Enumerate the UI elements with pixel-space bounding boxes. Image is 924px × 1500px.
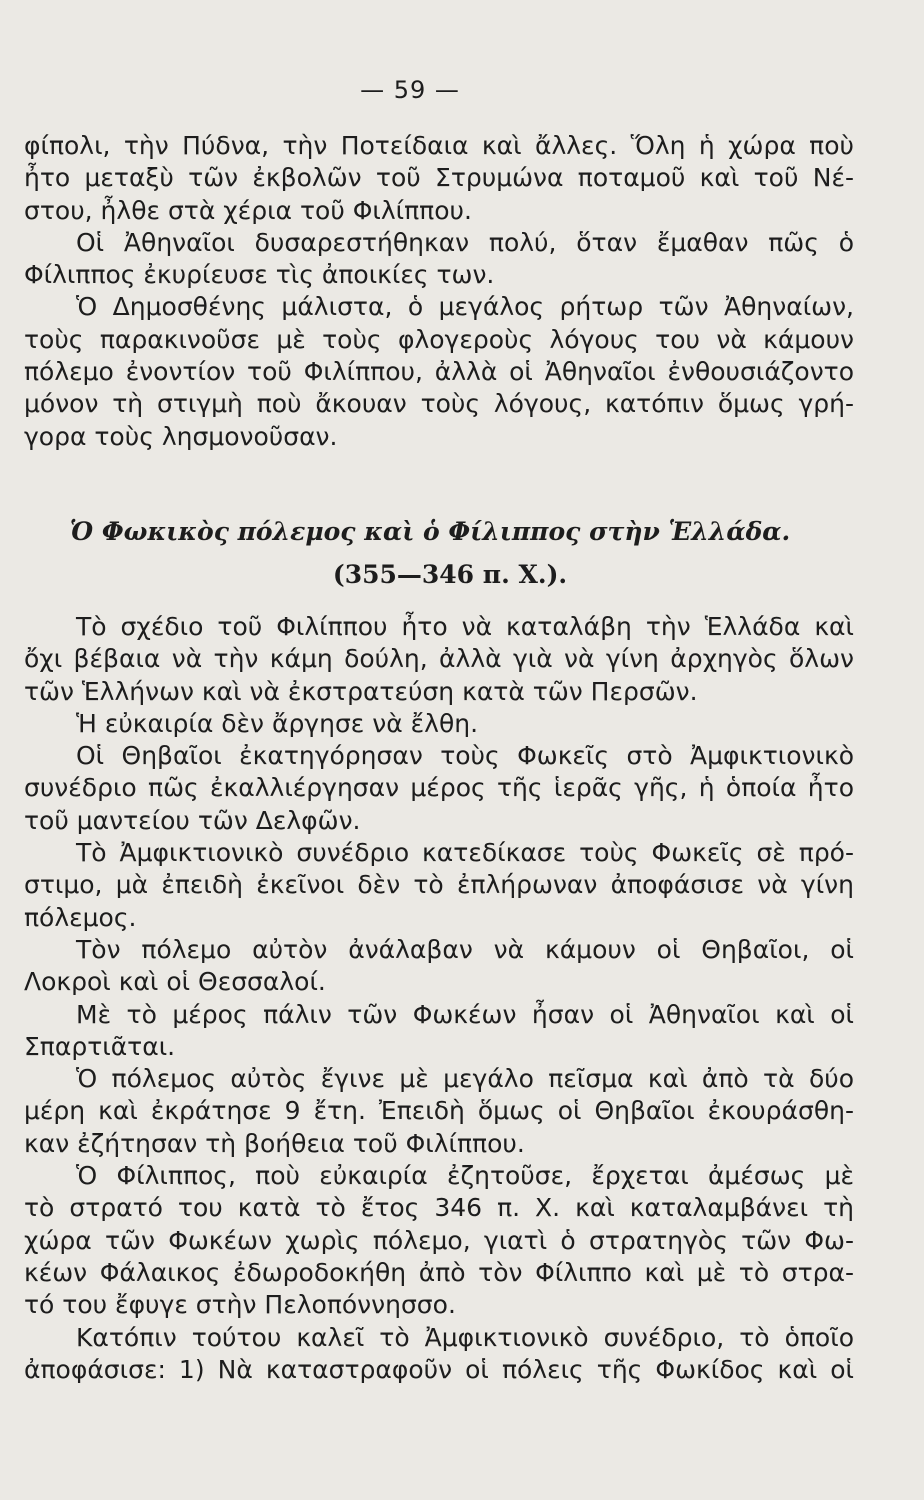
text-line: τό του ἔφυγε στὴν Πελοπόννησσο. <box>24 1290 456 1320</box>
section-date-range: (355—346 π. Χ.). <box>332 560 568 589</box>
text-line: φίπολι, τὴν Πύδνα, τὴν Ποτείδαια καὶ ἄλλες. Ὅλη ἡ χώρα ποὺ <box>24 131 854 160</box>
text-line: Ὁ πόλεμος αὐτὸς ἔγινε μὲ μεγάλο πεῖσμα καὶ ἀπὸ τὰ δύο <box>76 1064 854 1094</box>
text-line: γορα τοὺς λησμονοῦσαν. <box>24 421 338 451</box>
text-line: συνέδριο πῶς ἐκαλλιέργησαν μέρος τῆς ἱερᾶς γῆς, ἡ ὁποία ἦτο <box>24 773 854 803</box>
text-line: Ὁ Δημοσθένης μάλιστα, ὁ μεγάλος ρήτωρ τῶν Ἀθηναίων, <box>76 292 854 322</box>
text-line: ἦτο μεταξὺ τῶν ἐκβολῶν τοῦ Στρυμώνα ποταμοῦ καὶ τοῦ Νέ- <box>24 163 854 193</box>
text-line: Τὸ Ἀμφικτιονικὸ συνέδριο κατεδίκασε τοὺς Φωκεῖς σὲ πρό- <box>76 838 854 868</box>
text-line: μέρη καὶ ἐκράτησε 9 ἔτη. Ἐπειδὴ ὅμως οἱ Θηβαῖοι ἐκουράσθη- <box>24 1096 854 1126</box>
text-line: Τὸ σχέδιο τοῦ Φιλίππου ἦτο νὰ καταλάβη τὴν Ἑλλάδα καὶ <box>76 612 854 641</box>
text-line: τῶν Ἑλλήνων καὶ νὰ ἐκστρατεύση κατὰ τῶν Περσῶν. <box>24 676 698 706</box>
text-line: Μὲ τὸ μέρος πάλιν τῶν Φωκέων ἦσαν οἱ Ἀθηναῖοι καὶ οἱ <box>76 999 854 1029</box>
text-line: μόνον τὴ στιγμὴ ποὺ ἄκουαν τοὺς λόγους, κατόπιν ὅμως γρή- <box>24 389 854 419</box>
text-line: τὸ στρατό του κατὰ τὸ ἔτος 346 π. Χ. καὶ καταλαμβάνει τὴ <box>24 1193 854 1223</box>
text-line: Οἱ Θηβαῖοι ἐκατηγόρησαν τοὺς Φωκεῖς στὸ Ἀμφικτιονικὸ <box>76 741 854 771</box>
text-line: Ἡ εὐκαιρία δὲν ἄργησε νὰ ἔλθη. <box>76 708 479 738</box>
text-line: Λοκροὶ καὶ οἱ Θεσσαλοί. <box>24 967 326 997</box>
text-line: καν ἐζήτησαν τὴ βοήθεια τοῦ Φιλίππου. <box>24 1128 525 1158</box>
text-line: Κατόπιν τούτου καλεῖ τὸ Ἀμφικτιονικὸ συνέδριο, τὸ ὁποῖο <box>76 1322 854 1352</box>
text-line: ἀποφάσισε: 1) Νὰ καταστραφοῦν οἱ πόλεις τῆς Φωκίδος καὶ οἱ <box>24 1354 854 1384</box>
text-line: Οἱ Ἀθηναῖοι δυσαρεστήθηκαν πολύ, ὅταν ἔμαθαν πῶς ὁ <box>76 227 854 257</box>
text-line: τοὺς παρακινοῦσε μὲ τοὺς φλογεροὺς λόγους του νὰ κάμουν <box>24 324 854 354</box>
text-line: Φίλιππος ἐκυρίευσε τὶς ἀποικίες των. <box>24 260 495 290</box>
text-line: Σπαρτιᾶται. <box>24 1031 176 1061</box>
page-number: — 59 — <box>360 76 460 104</box>
text-line: χώρα τῶν Φωκέων χωρὶς πόλεμο, γιατὶ ὁ στρατηγὸς τῶν Φω- <box>24 1225 854 1255</box>
text-line: τοῦ μαντείου τῶν Δελφῶν. <box>24 805 361 835</box>
text-line: στιμο, μὰ ἐπειδὴ ἐκεῖνοι δὲν τὸ ἐπλήρωναν ἀποφάσισε νὰ γίνη <box>24 870 854 900</box>
section-heading: Ὁ Φωκικὸς πόλεμος καὶ ὁ Φίλιππος στὴν Ἑλλάδα. <box>69 517 791 546</box>
text-line: ὄχι βέβαια νὰ τὴν κάμη δούλη, ἀλλὰ γιὰ νὰ γίνη ἀρχηγὸς ὅλων <box>24 644 854 674</box>
text-line: πόλεμος. <box>24 902 137 932</box>
text-line: στου, ἦλθε στὰ χέρια τοῦ Φιλίππου. <box>24 195 472 225</box>
text-line: Ὁ Φίλιππος, ποὺ εὐκαιρία ἐζητοῦσε, ἔρχεται ἀμέσως μὲ <box>76 1161 854 1191</box>
text-block-main <box>24 611 854 1386</box>
text-line: κέων Φάλαικος ἐδωροδοκήθη ἀπὸ τὸν Φίλιππο καὶ μὲ τὸ στρα- <box>24 1257 854 1287</box>
text-line: πόλεμο ἐνοντίον τοῦ Φιλίππου, ἀλλὰ οἱ Ἀθηναῖοι ἐνθουσιάζοντο <box>24 357 854 387</box>
text-block-intro <box>24 130 854 453</box>
text-line: Τὸν πόλεμο αὐτὸν ἀνάλαβαν νὰ κάμουν οἱ Θηβαῖοι, οἱ <box>76 934 854 964</box>
